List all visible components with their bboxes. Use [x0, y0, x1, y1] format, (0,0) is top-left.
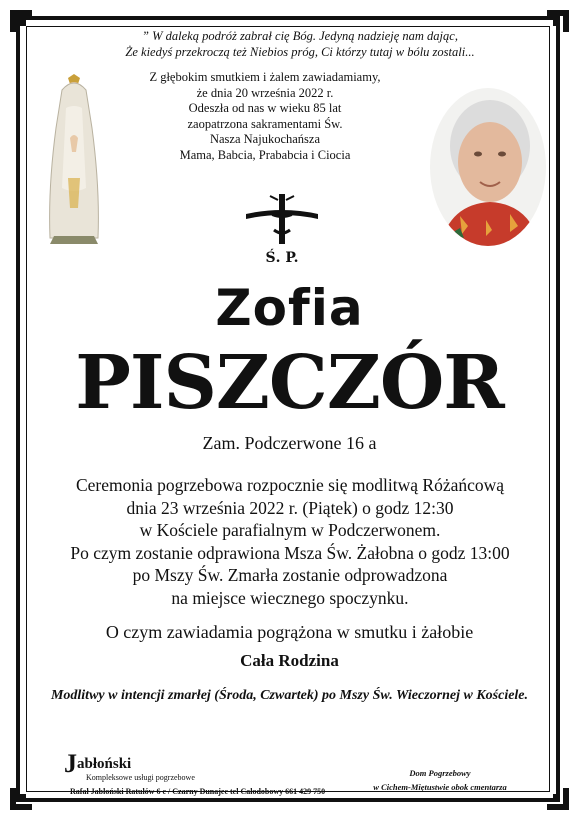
cross-icon	[240, 192, 324, 266]
quote-line: Że kiedyś przekroczą też Niebios próg, Ci którzy tutaj w bólu zostali...	[125, 45, 475, 59]
deceased-address: Zam. Podczerwone 16 a	[202, 433, 377, 453]
announcement-line: zaopatrzona sakramentami Św.	[187, 116, 343, 131]
ceremony-line: na miejsce wiecznego spoczynku.	[171, 587, 409, 608]
company-initial: J	[64, 749, 77, 778]
notify-text: O czym zawiadamia pogrążona w smutku i żałobie	[105, 622, 474, 642]
company-address: Rafał Jabłoński Ratułów 6 c / Czarny Dunajec tel Całodobowy 661 429 750	[70, 787, 326, 796]
madonna-statue-image	[40, 68, 108, 246]
ceremony-line: dnia 23 września 2022 r. (Piątek) o godz 12:30	[126, 497, 454, 518]
funeral-home-location: w Cichem-Miętustwie obok cmentarza	[373, 782, 507, 792]
deceased-surname: PISZCZÓR	[75, 340, 504, 426]
death-announcement	[130, 70, 400, 163]
funeral-home-title: Dom Pogrzebowy	[409, 768, 471, 778]
corner-ornament-icon	[8, 8, 34, 34]
family-signature: Cała Rodzina	[240, 651, 339, 670]
memorial-quote	[60, 28, 540, 60]
ceremony-line: Ceremonia pogrzebowa rozpocznie się modlitwą Różańcową	[75, 475, 505, 495]
announcement-line: Z głębokim smutkiem i żalem zawiadamiamy,	[149, 70, 381, 84]
announcement-line: że dnia 20 września 2022 r.	[196, 85, 334, 100]
announcement-line: Nasza Najukochańsza	[209, 132, 321, 146]
company-subtitle: Kompleksowe usługi pogrzebowe	[86, 773, 195, 782]
deceased-portrait-image	[430, 88, 546, 246]
funeral-company-logo	[64, 749, 326, 796]
quote-line: ” W daleką podróż zabrał cię Bóg. Jedyną nadzieję nam dając,	[142, 29, 458, 43]
corner-ornament-icon	[545, 786, 571, 812]
announcement-line: Odeszła od nas w wieku 85 lat	[188, 101, 342, 115]
ceremony-line: Po czym zostanie odprawiona Msza Św. Żałobna o godz 13:00	[70, 542, 510, 563]
ceremony-line: w Kościele parafialnym w Podczerwonem.	[139, 520, 441, 540]
prayers-note: Modlitwy w intencji zmarłej (Środa, Czwartek) po Mszy Św. Wieczornej w Kościele.	[50, 688, 529, 703]
deceased-first-name: Zofia	[215, 279, 364, 337]
ceremony-line: po Mszy Św. Zmarła zostanie odprowadzona	[132, 565, 448, 585]
ceremony-details	[30, 474, 550, 609]
funeral-home	[340, 766, 540, 794]
cross-caption: Ś. P.	[265, 250, 299, 266]
corner-ornament-icon	[8, 786, 34, 812]
announcement-line: Mama, Babcia, Prababcia i Ciocia	[179, 147, 351, 162]
company-name-rest: abłoński	[77, 756, 132, 772]
corner-ornament-icon	[545, 8, 571, 34]
